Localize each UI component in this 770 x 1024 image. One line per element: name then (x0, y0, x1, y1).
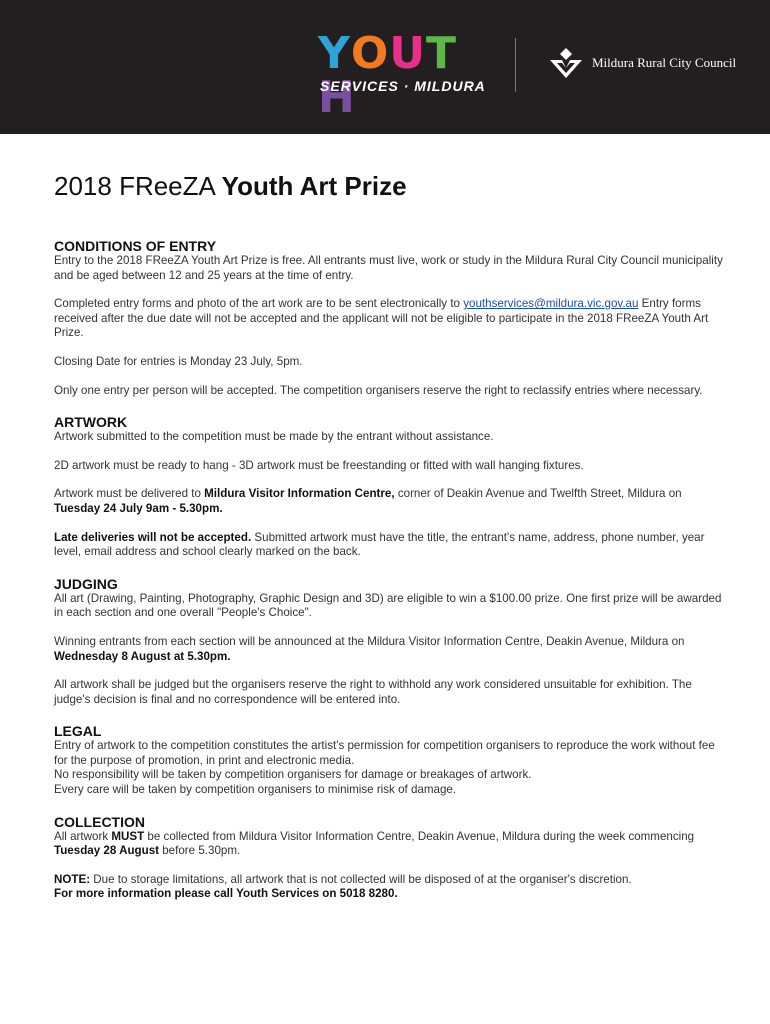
council-emblem-icon (548, 46, 584, 80)
youth-letter: T (426, 28, 458, 79)
judging-heading: JUDGING (54, 575, 118, 592)
artwork-p3: Artwork must be delivered to Mildura Visitor Information Centre, corner of Deakin Avenue and Twelfth Street, Mildura on Tuesday 24 July 9am - 5.30pm. (54, 487, 682, 515)
youth-letter: Y (318, 28, 351, 79)
youth-wordmark (318, 28, 488, 123)
conditions-p2: Completed entry forms and photo of the art work are to be sent electronically to youthservices@mildura.vic.gov.au Entry forms received after the due date will not be accepted and the applicant will not be eligible to participate in the 2018 FReeZA Youth Art Prize. (54, 297, 709, 340)
collection-heading: COLLECTION (54, 813, 145, 830)
youth-letter: H (318, 72, 356, 123)
conditions-p1: Entry to the 2018 FReeZA Youth Art Prize is free. All entrants must live, work or study in the Mildura Rural City Council municipality and be aged between 12 and 25 years at the time of entry. (54, 254, 723, 282)
artwork-p4: Late deliveries will not be accepted. Submitted artwork must have the title, the entrant's name, address, phone number, year level, email address and school clearly marked on the back. (54, 530, 705, 559)
conditions-p3: Closing Date for entries is Monday 23 July, 5pm. (54, 354, 303, 368)
section-artwork (54, 414, 724, 560)
collection-p3: For more information please call Youth Services on 5018 8280. (54, 887, 398, 901)
legal-p1: Entry of artwork to the competition constitutes the artist's permission for competition organisers to reproduce the work without fee for the purpose of promotion, in print and electronic media. (54, 739, 715, 767)
section-conditions (54, 238, 724, 398)
title-bold: Youth Art Prize (221, 171, 407, 201)
page-header (0, 0, 770, 134)
judging-p1: All art (Drawing, Painting, Photography, Graphic Design and 3D) are eligible to win a $100.00 prize. One first prize will be awarded in each section and one overall "People's Choice". (54, 591, 722, 620)
youth-letter: O (350, 28, 390, 79)
page-title (54, 170, 724, 202)
legal-heading: LEGAL (54, 723, 102, 740)
council-logo (548, 46, 758, 82)
email-link[interactable]: youthservices@mildura.vic.gov.au (463, 297, 639, 311)
council-name: Mildura Rural City Council (592, 55, 737, 70)
document-body (54, 170, 724, 918)
judging-p2: Winning entrants from each section will be announced at the Mildura Visitor Information Centre, Deakin Avenue, Mildura on Wednesday 8 August at 5.30pm. (54, 634, 685, 663)
title-prefix: 2018 FReeZA (54, 171, 215, 201)
collection-p1: All artwork MUST be collected from Mildura Visitor Information Centre, Deakin Avenue, Mildura during the week commencing Tuesday 28 August before 5.30pm. (54, 829, 695, 858)
youth-subtitle: SERVICES · MILDURA (320, 78, 486, 94)
section-judging (54, 576, 724, 708)
legal-p2: No responsibility will be taken by competition organisers for damage or breakages of artwork. (54, 768, 532, 782)
artwork-p2: 2D artwork must be ready to hang - 3D artwork must be freestanding or fitted with wall hanging fixtures. (54, 458, 584, 472)
conditions-heading: CONDITIONS OF ENTRY (54, 238, 217, 254)
conditions-p4: Only one entry per person will be accepted. The competition organisers reserve the right to reclassify entries where necessary. (54, 383, 703, 397)
artwork-p1: Artwork submitted to the competition must be made by the entrant without assistance. (54, 430, 494, 444)
section-legal (54, 723, 724, 797)
header-divider (515, 38, 516, 92)
section-collection (54, 814, 724, 902)
judging-p3: All artwork shall be judged but the organisers reserve the right to withhold any work considered unsuitable for exhibition. The judge's decision is final and no correspondence will be entered into. (54, 678, 692, 706)
youth-services-logo (318, 28, 488, 123)
youth-letter: U (389, 28, 427, 79)
collection-p2: NOTE: Due to storage limitations, all artwork that is not collected will be disposed of at the organiser's discretion. (54, 872, 632, 886)
legal-p3: Every care will be taken by competition organisers to minimise risk of damage. (54, 783, 457, 797)
artwork-heading: ARTWORK (54, 414, 128, 431)
